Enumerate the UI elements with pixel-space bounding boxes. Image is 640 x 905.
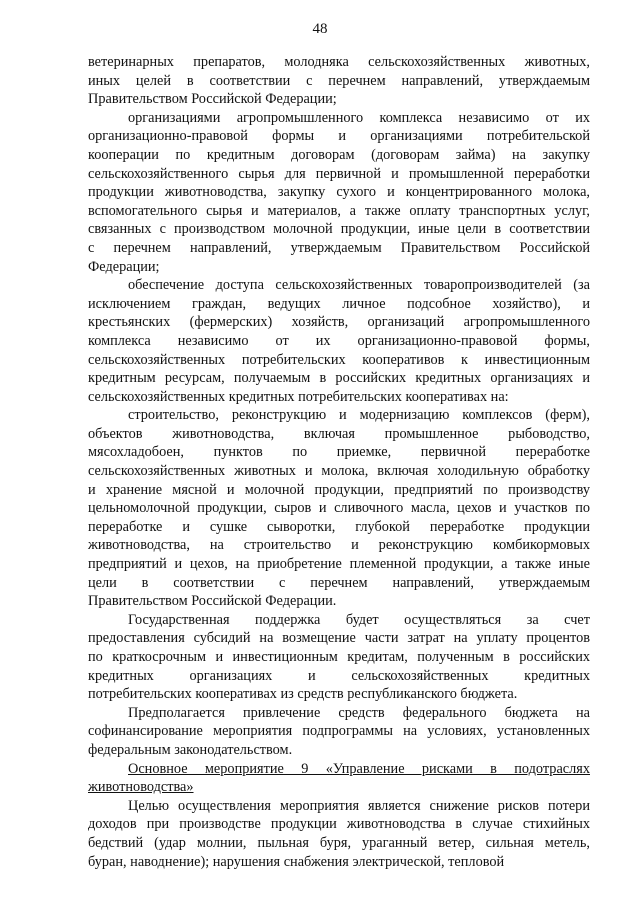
paragraph [88,611,590,704]
text-line: ветеринарных препаратов, молодняка сельскохозяйственных животных, [88,54,590,70]
text-line: и хранение мясной и молочной продукции, предприятий по производству [88,481,590,498]
text-line: мясохладобоен, пунктов по приемке, первичной переработке [88,444,590,461]
text-line: предприятий и цехов, на приобретение племенной продукции, а также иные [88,556,590,573]
text-line: обеспечение доступа сельскохозяйственных товаропроизводителей (за [128,277,590,294]
text-line: сельскохозяйственных кредитных потребительских кооперативах на: [88,388,509,405]
text-line: Федерации; [88,258,160,275]
text-line: объектов животноводства, включая промышленное рыбоводство, [88,425,590,442]
text-line: крестьянских (фермерских) хозяйств, организаций агропромышленного [88,314,590,331]
text-line: федеральным законодательством. [88,741,293,758]
text-line: сельскохозяйственных потребительских кооперативов к инвестиционным [88,351,590,368]
text-line: цельномолочной продукции, сыров и сливочного масла, цехов и участков по [88,500,590,517]
text-line: иных целей в соответствии с перечнем направлений, утверждаемым [88,72,590,89]
text-line: организационно-правовой формы и организациями потребительской [88,128,590,145]
text-line: Правительством Российской Федерации. [88,593,337,610]
text-line: цели в соответствии с перечнем направлений, утверждаемым [88,574,590,591]
text-line: Целью осуществления мероприятия является снижение рисков потери [128,797,590,814]
text-line: организациями агропромышленного комплекса независимо от их [128,109,590,126]
text-line: буран, наводнение); нарушения снабжения электрической, тепловой [88,853,505,870]
text-line: софинансирование мероприятия подпрограммы на условиях, установленных [88,723,590,740]
text-line: вспомогательного сырья и материалов, а также оплату транспортных услуг, [88,202,590,219]
text-line: кредитным ресурсам, получаемым в российских кредитных организациях и [88,370,590,387]
text-line: переработке и сушке сыворотки, глубокой переработке продукции [88,518,590,535]
text-line: Государственная поддержка будет осуществляться за счет [128,611,590,628]
text-line: исключением граждан, ведущих личное подсобное хозяйство), и [88,295,590,312]
text-line: строительство, реконструкцию и модернизацию комплексов (ферм), [128,407,590,424]
text-line: кооперации по кредитным договорам (договорам займа) на закупку [88,146,590,163]
text-line: кредитных организациях и сельскохозяйственных кредитных [88,667,590,684]
text-line: доходов при производстве продукции животноводства в случае стихийных [88,816,590,833]
text-line: Предполагается привлечение средств федерального бюджета на [128,704,590,721]
text-line: продукции животноводства, закупку сухого и концентрированного молока, [88,184,590,201]
document-body [88,53,590,871]
text-line: предоставления субсидий на возмещение части затрат на уплату процентов [88,630,590,647]
paragraph [88,704,590,760]
paragraph [88,406,590,611]
page-number: 48 [312,21,328,37]
text-line: сельскохозяйственного сырья для первичной и промышленной переработки [88,165,590,182]
paragraph [88,109,590,276]
text-line: связанных с производством молочной продукции, иные цели в соответствии [88,221,590,238]
paragraph [88,53,590,109]
text-line: потребительских кооперативах из средств республиканского бюджета. [88,686,518,703]
text-line: животноводства» [88,779,194,796]
text-line: Правительством Российской Федерации; [88,91,337,108]
paragraph [88,276,590,406]
text-line: животноводства, на строительство и реконструкцию комбикормовых [88,537,590,554]
paragraph [88,797,590,871]
text-line: бедствий (удар молнии, пыльная буря, ураганный ветер, сильная метель, [88,834,590,851]
text-line: сельскохозяйственных животных и молока, включая холодильную обработку [88,463,590,480]
section-heading [88,760,590,797]
text-line: комплекса независимо от их организационно-правовой формы, [88,332,590,349]
text-line: с перечнем направлений, утверждаемым Правительством Российской [88,239,590,256]
text-line: Основное мероприятие 9 «Управление рисками в подотраслях [128,760,590,777]
text-line: по краткосрочным и инвестиционным кредитам, полученным в российских [88,649,590,665]
